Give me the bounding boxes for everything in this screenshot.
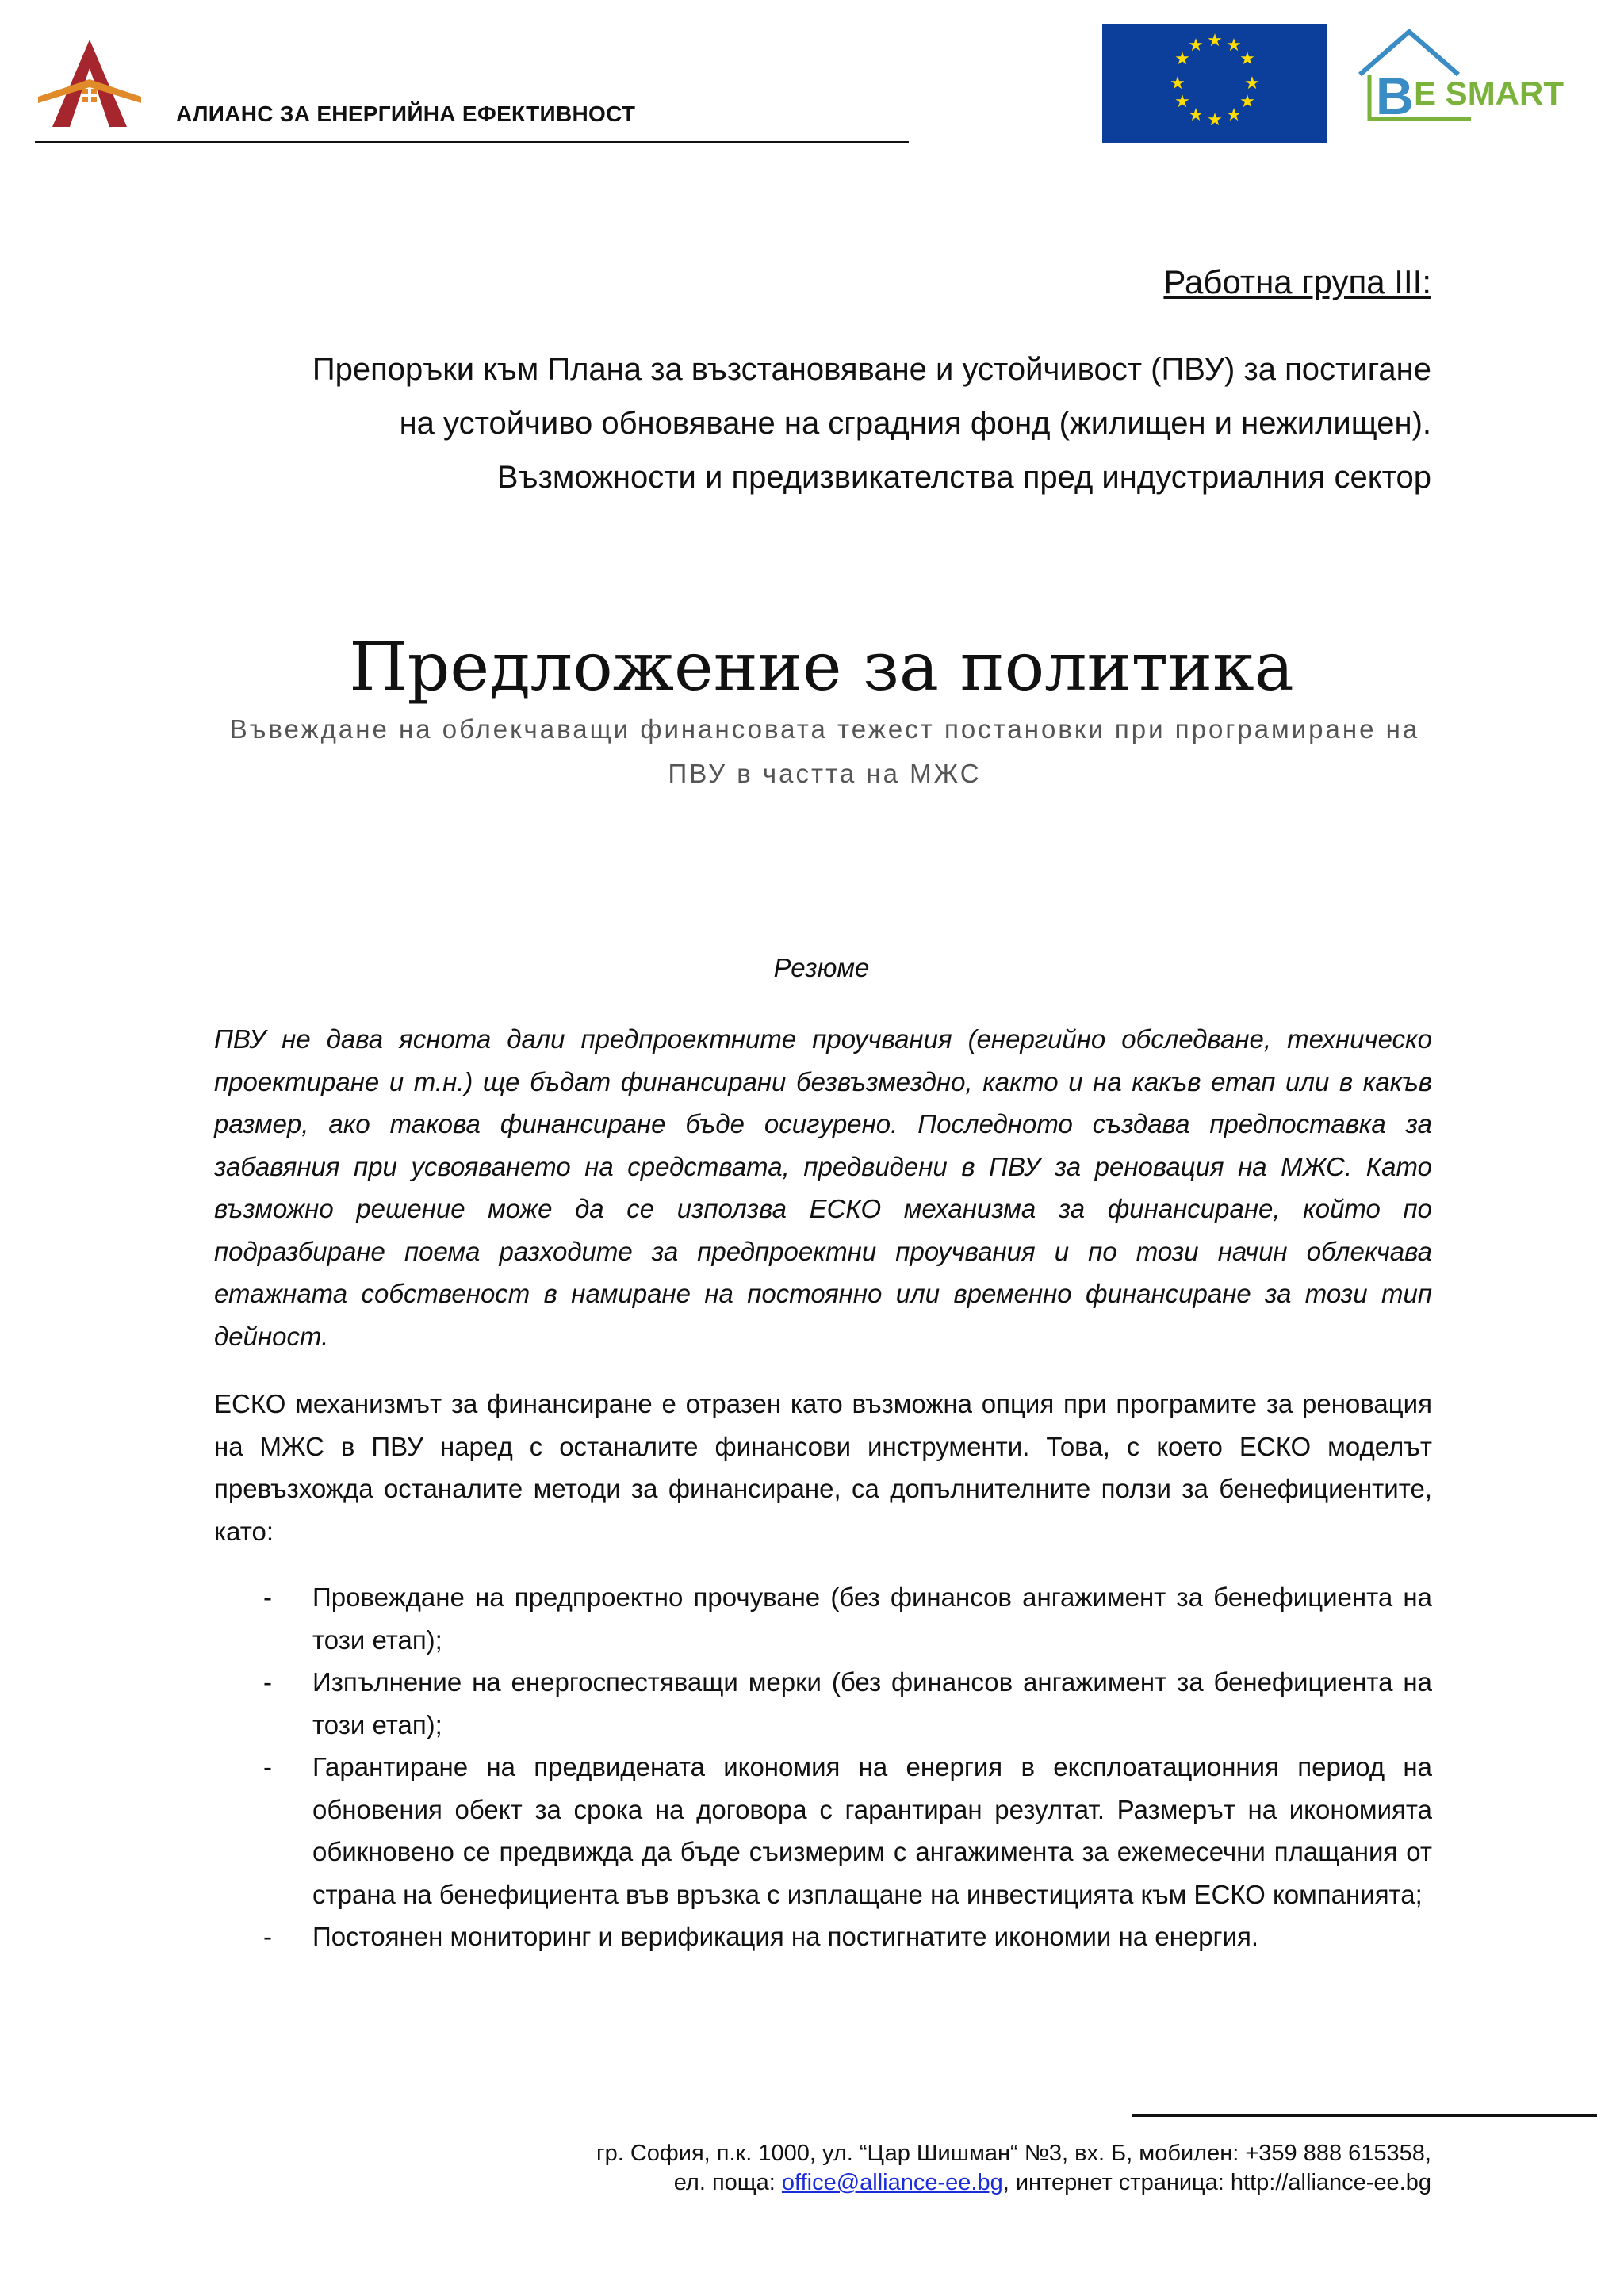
svg-text:B: B <box>1376 67 1414 125</box>
intro-heading <box>194 342 1431 504</box>
policy-title: Предложение за политика <box>349 628 1294 706</box>
email-link[interactable]: office@alliance-ee.bg <box>781 2170 1003 2195</box>
svg-text:★: ★ <box>1174 49 1190 69</box>
list-item-text: Гарантиране на предвидената икономия на енергия в експлоатационния период на обновения обект за срока на договора с гарантиран резултат. Размерът на икономията обикновено се предвижда да бъде съизмерим с ангажимента за ежемесечни плащания от страна на бенефициента във връзка с изплащане на инвестицията към ЕСКО компанията; <box>312 1752 1432 1909</box>
intro-line: Възможности и предизвикателства пред индустриалния сектор <box>496 460 1431 495</box>
bullet-marker: - <box>263 1582 272 1612</box>
besmart-text: E SMART <box>1414 75 1564 112</box>
resume-heading: Резюме <box>773 953 870 982</box>
list-item <box>214 1576 1432 1661</box>
list-item <box>214 1746 1432 1915</box>
svg-text:★: ★ <box>1188 105 1204 125</box>
svg-text:★: ★ <box>1226 36 1242 55</box>
svg-text:★: ★ <box>1239 49 1255 69</box>
footer-links <box>596 2168 1431 2198</box>
benefits-list <box>214 1576 1432 1958</box>
resume-paragraph: ПВУ не дава яснота дали предпроектните проучвания (енергийно обследване, техническо проектиране и т.н.) ще бъдат финансирани безвъзмездно, както и на какъв етап или в какъв размер, ако такова финансиране бъде осигурено. Последното създава предпоставка за забавяния при усвояването на средствата, предвидени в ПВУ за реновация на МЖС. Като възможно решение може да се използва ЕСКО механизма за финансиране, който по подразбиране поема разходите за предпроектни проучвания и по този начин облекчава етажната собственост в намиране на постоянно или временно финансиране за този тип дейност. <box>214 1024 1432 1351</box>
svg-text:★: ★ <box>1207 31 1223 51</box>
besmart-logo <box>1352 25 1566 128</box>
website-text: , интернет страница: http://alliance-ee.bg <box>1002 2170 1431 2195</box>
svg-text:★: ★ <box>1174 92 1190 112</box>
svg-text:★: ★ <box>1239 92 1255 112</box>
body-paragraph: ЕСКО механизмът за финансиране е отразен като възможна опция при програмите за реновация на МЖС в ПВУ наред с останалите финансови инструменти. Това, с което ЕСКО моделът превъзхожда останалите методи за финансиране, са допълнителните ползи за бенефициентите, като: <box>214 1389 1432 1546</box>
svg-text:★: ★ <box>1170 74 1185 94</box>
besmart-house-icon <box>1352 25 1566 128</box>
list-item-text: Постоянен мониторинг и верификация на постигнатите икономии на енергия. <box>312 1922 1259 1951</box>
bullet-marker: - <box>263 1752 272 1781</box>
list-item <box>214 1661 1432 1746</box>
svg-text:★: ★ <box>1207 110 1223 130</box>
email-label: ел. поща: <box>673 2170 782 2195</box>
svg-text:★: ★ <box>1188 36 1204 55</box>
eu-flag <box>1102 24 1327 143</box>
svg-text:★: ★ <box>1226 105 1242 125</box>
intro-line: на устойчиво обновяване на сградния фонд (жилищен и нежилищен). <box>399 406 1431 441</box>
list-item-text: Провеждане на предпроектно прочуване (без финансов ангажимент за бенефициента на този етап); <box>312 1582 1432 1655</box>
list-item <box>214 1915 1432 1958</box>
header-divider <box>35 141 909 144</box>
footer-contact <box>596 2139 1431 2198</box>
svg-text:★: ★ <box>1244 74 1260 94</box>
bullet-marker: - <box>263 1667 272 1697</box>
list-item-text: Изпълнение на енергоспестяващи мерки (без финансов ангажимент за бенефициента на този етап); <box>312 1667 1432 1739</box>
intro-line: Препоръки към Плана за възстановяване и устойчивост (ПВУ) за постигане <box>312 352 1431 387</box>
footer-divider <box>1132 2114 1597 2117</box>
footer-address: гр. София, п.к. 1000, ул. “Цар Шишман“ №3, вх. Б, мобилен: +359 888 615358, <box>596 2141 1431 2166</box>
alliance-logo <box>38 36 141 130</box>
policy-subtitle: Въвеждане на облекчаващи финансовата тежест постановки при програмиране на ПВУ в частта на МЖС <box>229 714 1420 788</box>
working-group-heading: Работна група III: <box>1163 263 1431 300</box>
organization-name: АЛИАНС ЗА ЕНЕРГИЙНА ЕФЕКТИВНОСТ <box>176 101 636 126</box>
bullet-marker: - <box>263 1922 272 1951</box>
